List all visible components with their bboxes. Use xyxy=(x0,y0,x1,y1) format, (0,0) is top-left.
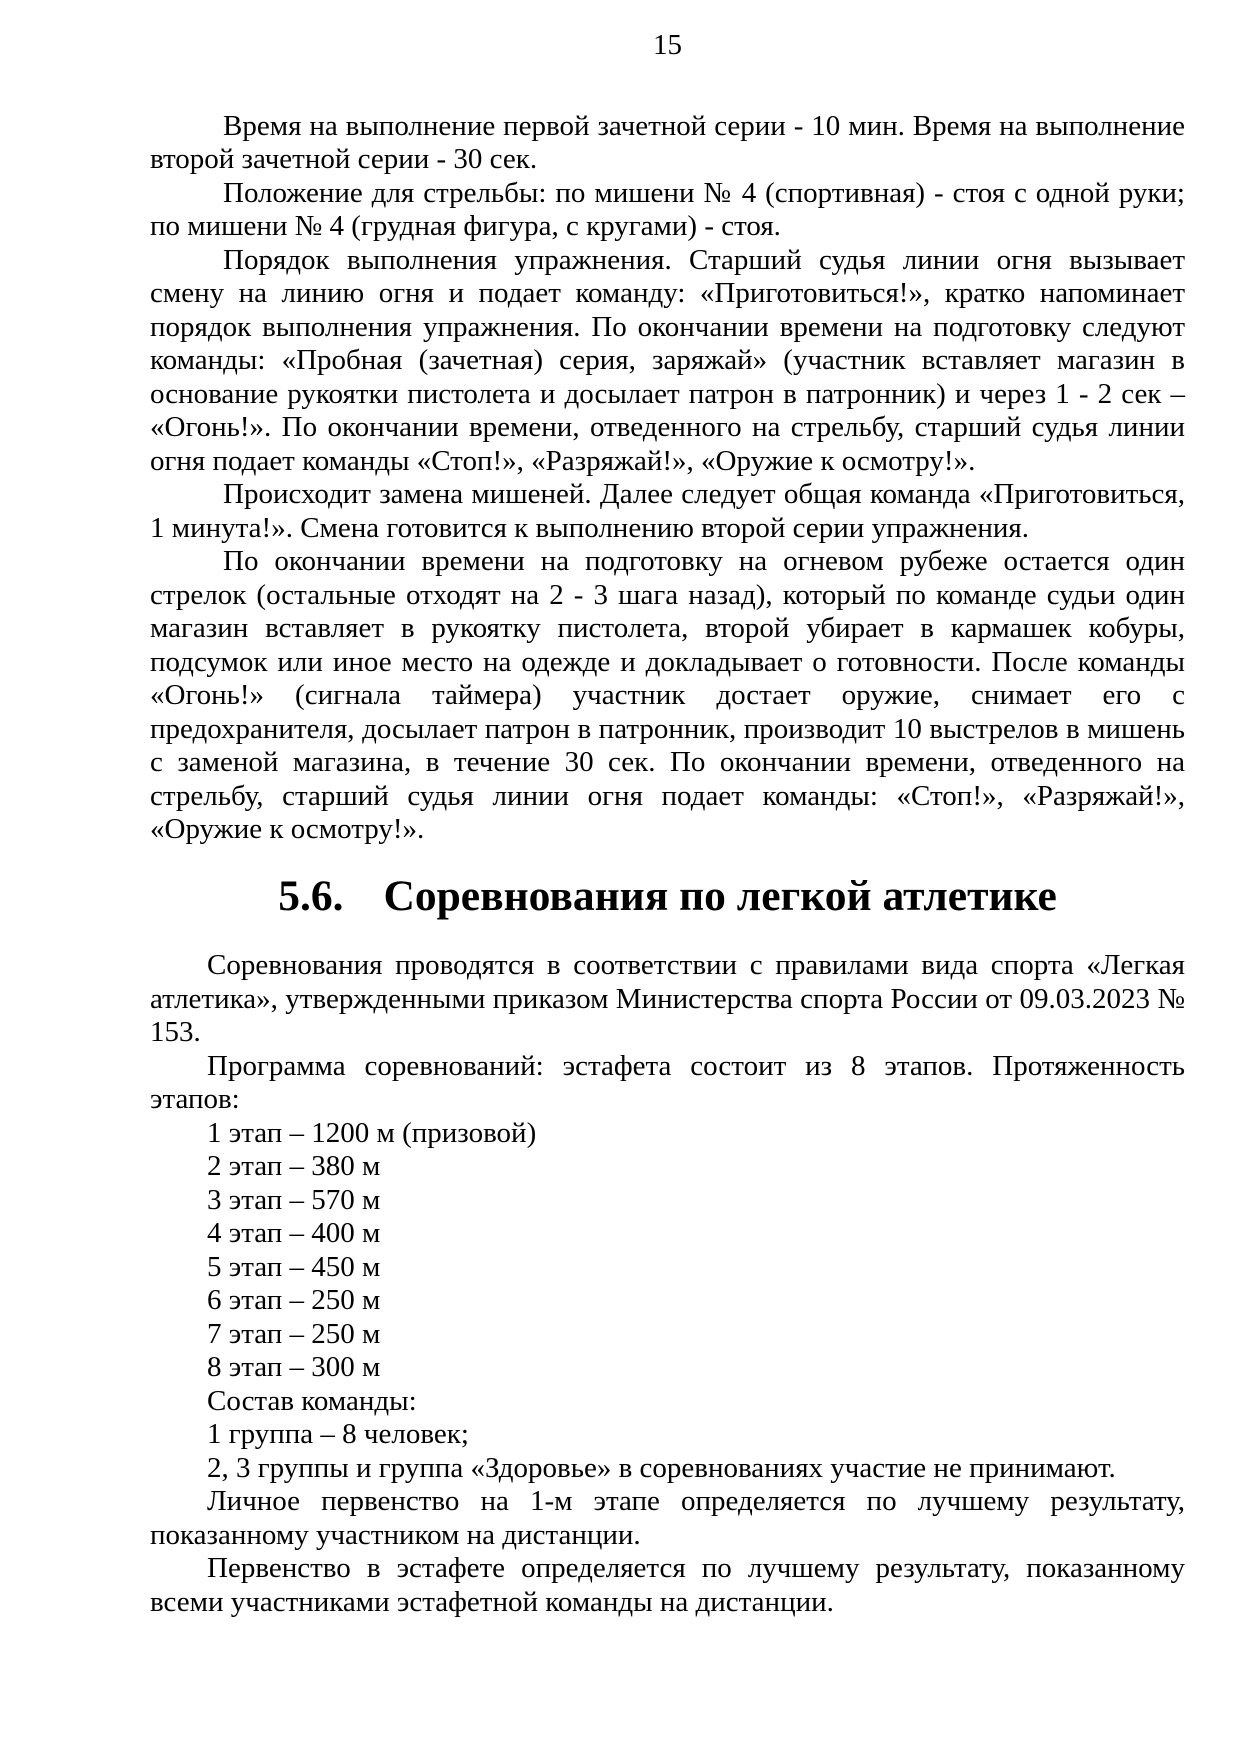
stage-line-2: 2 этап – 380 м xyxy=(207,1150,381,1183)
paragraph-target-change: Происходит замена мишеней. Далее следует общая команда «Приготовиться, 1 минута!». Смена готовится к выполнению второй серии упражнения. xyxy=(150,478,1185,544)
section-heading xyxy=(150,871,1185,920)
page-number: 15 xyxy=(653,29,682,61)
stage-line-5: 5 этап – 450 м xyxy=(207,1250,381,1283)
stage-line-8: 8 этап – 300 м xyxy=(207,1351,381,1384)
stage-line-4: 4 этап – 400 м xyxy=(207,1217,381,1250)
team-other-groups-line: 2, 3 группы и группа «Здоровье» в соревнованиях участие не принимают. xyxy=(207,1451,1116,1484)
paragraph-series-time: Время на выполнение первой зачетной серии - 10 мин. Время на выполнение второй зачетной серии - 30 сек. xyxy=(150,109,1185,175)
paragraph-shooting-position: Положение для стрельбы: по мишени № 4 (спортивная) - стоя с одной руки; по мишени № 4 (грудная фигура, с кругами) - стоя. xyxy=(150,176,1185,242)
stage-line-1: 1 этап – 1200 м (призовой) xyxy=(207,1116,537,1149)
team-group1-line: 1 группа – 8 человек; xyxy=(207,1418,469,1451)
paragraph-athletics-rules: Соревнования проводятся в соответствии с правилами вида спорта «Легкая атлетика», утвержденными приказом Министерства спорта России от 09.03.2023 № 153. xyxy=(150,949,1185,1049)
stage-line-6: 6 этап – 250 м xyxy=(207,1284,381,1317)
paragraph-second-series-procedure: По окончании времени на подготовку на огневом рубеже остается один стрелок (остальные отходят на 2 - 3 шага назад), который по команде судьи один магазин вставляет в рукоятку пистолета, второй убирает в кармашек кобуры, подсумок или иное место на одежде и докладывает о готовности. После команды «Огонь!» (сигнала таймера) участник достает оружие, снимает его с предохранителя, досылает патрон в патронник, производит 10 выстрелов в мишень с заменой магазина, в течение 30 сек. По окончании времени, отведенного на стрельбу, старший судья линии огня подает команды: «Стоп!», «Разряжай!», «Оружие к осмотру!». xyxy=(150,545,1185,845)
paragraph-individual-ranking: Личное первенство на 1-м этапе определяется по лучшему результату, показанному участником на дистанции. xyxy=(150,1485,1185,1551)
stage-line-3: 3 этап – 570 м xyxy=(207,1183,381,1216)
paragraph-exercise-procedure: Порядок выполнения упражнения. Старший судья линии огня вызывает смену на линию огня и подает команду: «Приготовиться!», кратко напоминает порядок выполнения упражнения. По окончании времени на подготовку следуют команды: «Пробная (зачетная) серия, заряжай» (участник вставляет магазин в основание рукоятки пистолета и досылает патрон в патронник) и через 1 - 2 сек – «Огонь!». По окончании времени, отведенного на стрельбу, старший судья линии огня подает команды «Стоп!», «Разряжай!», «Оружие к осмотру!». xyxy=(150,243,1185,477)
stage-line-7: 7 этап – 250 м xyxy=(207,1317,381,1350)
paragraph-relay-ranking: Первенство в эстафете определяется по лучшему результату, показанному всеми участниками эстафетной команды на дистанции. xyxy=(150,1552,1185,1618)
paragraph-relay-program: Программа соревнований: эстафета состоит из 8 этапов. Протяженность этапов: xyxy=(150,1049,1185,1116)
section-number: 5.6. xyxy=(278,871,344,920)
team-composition-label: Состав команды: xyxy=(207,1384,417,1417)
section-title: Соревнования по легкой атлетике xyxy=(383,871,1057,920)
